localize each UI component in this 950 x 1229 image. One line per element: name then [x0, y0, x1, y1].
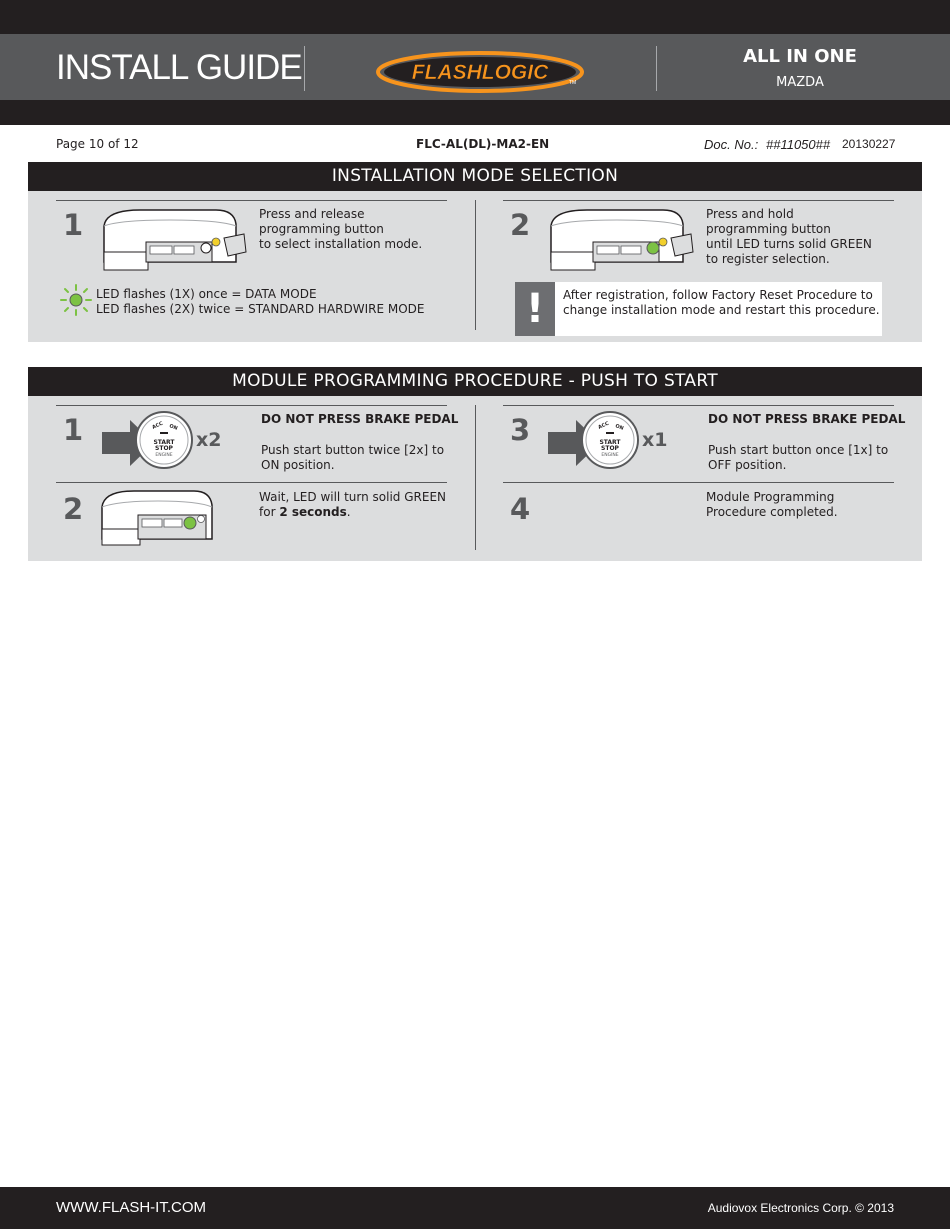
header-bottom-band — [0, 100, 950, 125]
svg-text:ACC: ACC — [151, 420, 165, 431]
step-instructions: Push start button twice [2x] to ON position. — [261, 443, 445, 472]
module-green-led-icon — [98, 487, 218, 549]
doc-number: ##11050## — [766, 137, 831, 152]
svg-text:ENGINE: ENGINE — [155, 453, 173, 458]
svg-text:STOP: STOP — [601, 445, 619, 452]
led-mode-notes: LED flashes (1X) once = DATA MODE LED flashes (2X) twice = STANDARD HARDWIRE MODE — [96, 287, 425, 316]
flashlogic-logo — [376, 48, 586, 94]
svg-text:START: START — [599, 439, 621, 446]
section-heading: MODULE PROGRAMMING PROCEDURE - PUSH TO START — [28, 367, 922, 396]
step-instructions: Module Programming Procedure completed. — [706, 490, 838, 519]
step-number: 3 — [510, 413, 531, 447]
copyright: Audiovox Electronics Corp. © 2013 — [707, 1201, 894, 1215]
warning-box — [515, 282, 882, 336]
page-title: INSTALL GUIDE — [56, 48, 302, 87]
step-divider — [503, 482, 894, 483]
step-number: 2 — [510, 208, 531, 242]
module-green-led-icon — [547, 204, 697, 272]
module-yellow-led-icon — [100, 204, 250, 272]
press-count: x2 — [196, 429, 222, 451]
document-code: FLC-AL(DL)-MA2-EN — [416, 137, 550, 151]
led-flashing-icon — [58, 283, 94, 317]
doc-date: 20130227 — [842, 137, 896, 151]
step-divider — [56, 482, 447, 483]
svg-text:START: START — [153, 439, 175, 446]
step-instructions: Wait, LED will turn solid GREEN for 2 seconds. — [259, 490, 446, 519]
start-stop-button-icon — [134, 410, 194, 470]
step-number: 1 — [63, 208, 84, 242]
header-divider — [304, 46, 305, 91]
header-top-band — [0, 0, 950, 34]
svg-text:ON: ON — [614, 423, 625, 432]
step-instructions: Push start button once [1x] to OFF position. — [708, 443, 889, 472]
warning-icon: ! — [515, 282, 555, 336]
step-number: 2 — [63, 492, 84, 526]
page-number: Page 10 of 12 — [56, 137, 139, 151]
svg-text:ENGINE: ENGINE — [601, 453, 619, 458]
vehicle-make: MAZDA — [776, 75, 824, 90]
step-divider — [503, 200, 894, 201]
svg-text:STOP: STOP — [155, 445, 173, 452]
step-divider — [56, 405, 447, 406]
step-instructions: Press and hold programming button until LED turns solid GREEN to register selection. — [706, 207, 872, 266]
column-divider — [475, 405, 476, 550]
step-number: 1 — [63, 413, 84, 447]
header-divider — [656, 46, 657, 91]
brake-warning: DO NOT PRESS BRAKE PEDAL — [261, 412, 459, 426]
step-number: 4 — [510, 492, 531, 526]
logo-trademark: TM — [569, 80, 577, 86]
product-name: ALL IN ONE — [743, 46, 857, 67]
step-divider — [56, 200, 447, 201]
step-divider — [503, 405, 894, 406]
start-stop-button-icon — [580, 410, 640, 470]
svg-text:ON: ON — [168, 423, 179, 432]
press-count: x1 — [642, 429, 668, 451]
logo-wordmark: FLASHLOGIC — [411, 61, 549, 84]
svg-text:ACC: ACC — [597, 420, 611, 431]
section-heading: INSTALLATION MODE SELECTION — [28, 162, 922, 191]
doc-number-label: Doc. No.: — [704, 137, 759, 152]
column-divider — [475, 200, 476, 330]
warning-text: After registration, follow Factory Reset Procedure to change installation mode and restart this procedure. — [563, 288, 880, 317]
brake-warning: DO NOT PRESS BRAKE PEDAL — [708, 412, 906, 426]
step-instructions: Press and release programming button to select installation mode. — [259, 207, 423, 251]
website-link[interactable]: WWW.FLASH-IT.COM — [56, 1199, 206, 1216]
